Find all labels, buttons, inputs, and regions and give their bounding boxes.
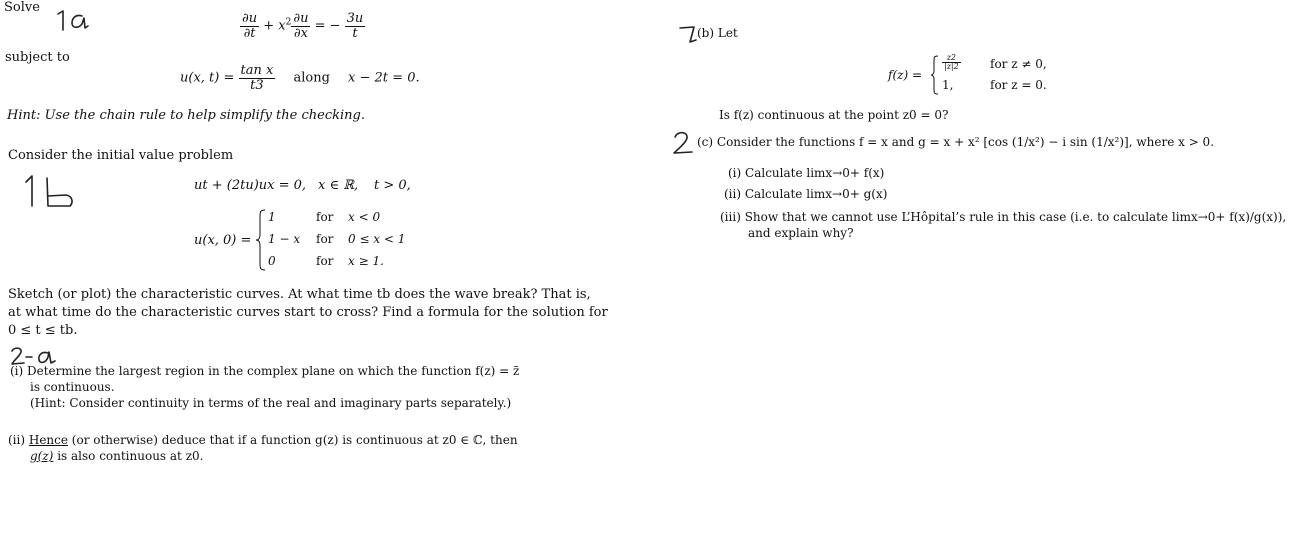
piecewise-cond-2: 0 ≤ x < 1	[348, 232, 406, 246]
case1-den: |z|2	[944, 62, 959, 72]
piecewise-cond-1: x < 0	[348, 210, 381, 224]
part-ii-line-2	[30, 449, 203, 463]
part-c-ii: (ii) Calculate limx→0+ g(x)	[724, 187, 888, 201]
piecewise-lhs: u(x, 0) =	[194, 233, 252, 248]
case1-num: z2	[942, 54, 961, 63]
pde-term1: $\frac{\partial u}{\partial t}$	[242, 11, 258, 41]
piecewise-for-2: for	[316, 232, 334, 246]
part-ii-line2-rest: is also continuous at z0.	[53, 449, 204, 463]
case2-value: 1,	[942, 78, 954, 92]
case1-condition: for z ≠ 0,	[990, 57, 1047, 71]
pde-plus: + x	[263, 18, 286, 34]
pde-rhs: $\frac{3u}{t}$	[346, 11, 364, 41]
pde-equation: $\frac{\partial u}{\partial t}$ + $x^2$ $\frac{\partial u}{\partial x}$ = − $\frac{3u}{t}$	[242, 11, 364, 41]
pde-term2: $\frac{\partial u}{\partial x}$	[293, 11, 309, 41]
part-c-iii-line-1: (iii) Show that we cannot use L’Hôpital’s rule in this case (i.e. to calculate limx→0+ f(x)/g(x)),	[720, 210, 1287, 224]
part-i-line-2: is continuous.	[30, 380, 115, 394]
f-definition-brace	[930, 54, 940, 96]
solve-label: Solve	[4, 0, 40, 15]
part-ii-hence: Hence	[28, 433, 68, 447]
sketch-line-1: Sketch (or plot) the characteristic curves. At what time tb does the wave break? That is,	[8, 287, 591, 302]
piecewise-brace	[255, 208, 267, 272]
pde-equals: = −	[314, 18, 341, 34]
condition-along: along	[293, 70, 330, 86]
hint-text: Hint: Use the chain rule to help simplify the checking.	[7, 108, 365, 123]
piecewise-value-3: 0	[268, 254, 276, 268]
part-ii-prefix: (ii)	[8, 433, 29, 447]
ivp-time: t > 0,	[374, 178, 411, 193]
part-i-line-3: (Hint: Consider continuity in terms of the real and imaginary parts separately.)	[30, 396, 512, 410]
sketch-line-3: 0 ≤ t ≤ tb.	[8, 323, 78, 338]
case1-fraction	[942, 54, 961, 72]
handwritten-1b-mark	[22, 172, 76, 212]
handwritten-1a-mark	[54, 8, 98, 34]
ivp-domain: x ∈ ℝ,	[318, 178, 359, 193]
piecewise-for-3: for	[316, 254, 334, 268]
piecewise-value-2: 1 − x	[268, 232, 301, 246]
part-ii-rest: (or otherwise) deduce that if a function g(z) is continuous at z0 ∈ ℂ, then	[67, 433, 518, 447]
sketch-line-2: at what time do the characteristic curves start to cross? Find a formula for the solution for	[8, 305, 608, 320]
ivp-equation: ut + (2tu)ux = 0,	[194, 178, 307, 193]
part-c-i: (i) Calculate limx→0+ f(x)	[728, 166, 885, 180]
part-c-iii-line-2: and explain why?	[748, 226, 854, 240]
subject-to-label: subject to	[5, 50, 70, 65]
consider-ivp-text: Consider the initial value problem	[8, 148, 234, 163]
condition-equation	[180, 64, 420, 92]
handwritten-2c-mark	[670, 128, 698, 158]
continuity-question: Is f(z) continuous at the point z0 = 0?	[719, 108, 949, 122]
piecewise-value-1: 1	[268, 210, 276, 224]
part-i-line-1: (i) Determine the largest region in the complex plane on which the function f(z) = z̄	[10, 364, 520, 378]
part-ii-g: g(z)	[30, 449, 54, 463]
part-c-text: (c) Consider the functions f = x and g = x + x² [cos (1/x²) − i sin (1/x²)], where x > 0.	[697, 135, 1215, 149]
piecewise-for-1: for	[316, 210, 334, 224]
condition-lhs: u(x, t) =	[180, 70, 235, 86]
condition-fraction: $\frac{\text{tan x}}{t3}$	[240, 63, 274, 93]
condition-line: x − 2t = 0.	[348, 70, 420, 86]
case2-condition: for z = 0.	[990, 78, 1047, 92]
piecewise-cond-3: x ≥ 1.	[348, 254, 384, 268]
f-definition-lhs: f(z) =	[888, 68, 922, 82]
part-ii-line-1	[8, 433, 518, 447]
part-b-label: (b) Let	[697, 26, 738, 40]
